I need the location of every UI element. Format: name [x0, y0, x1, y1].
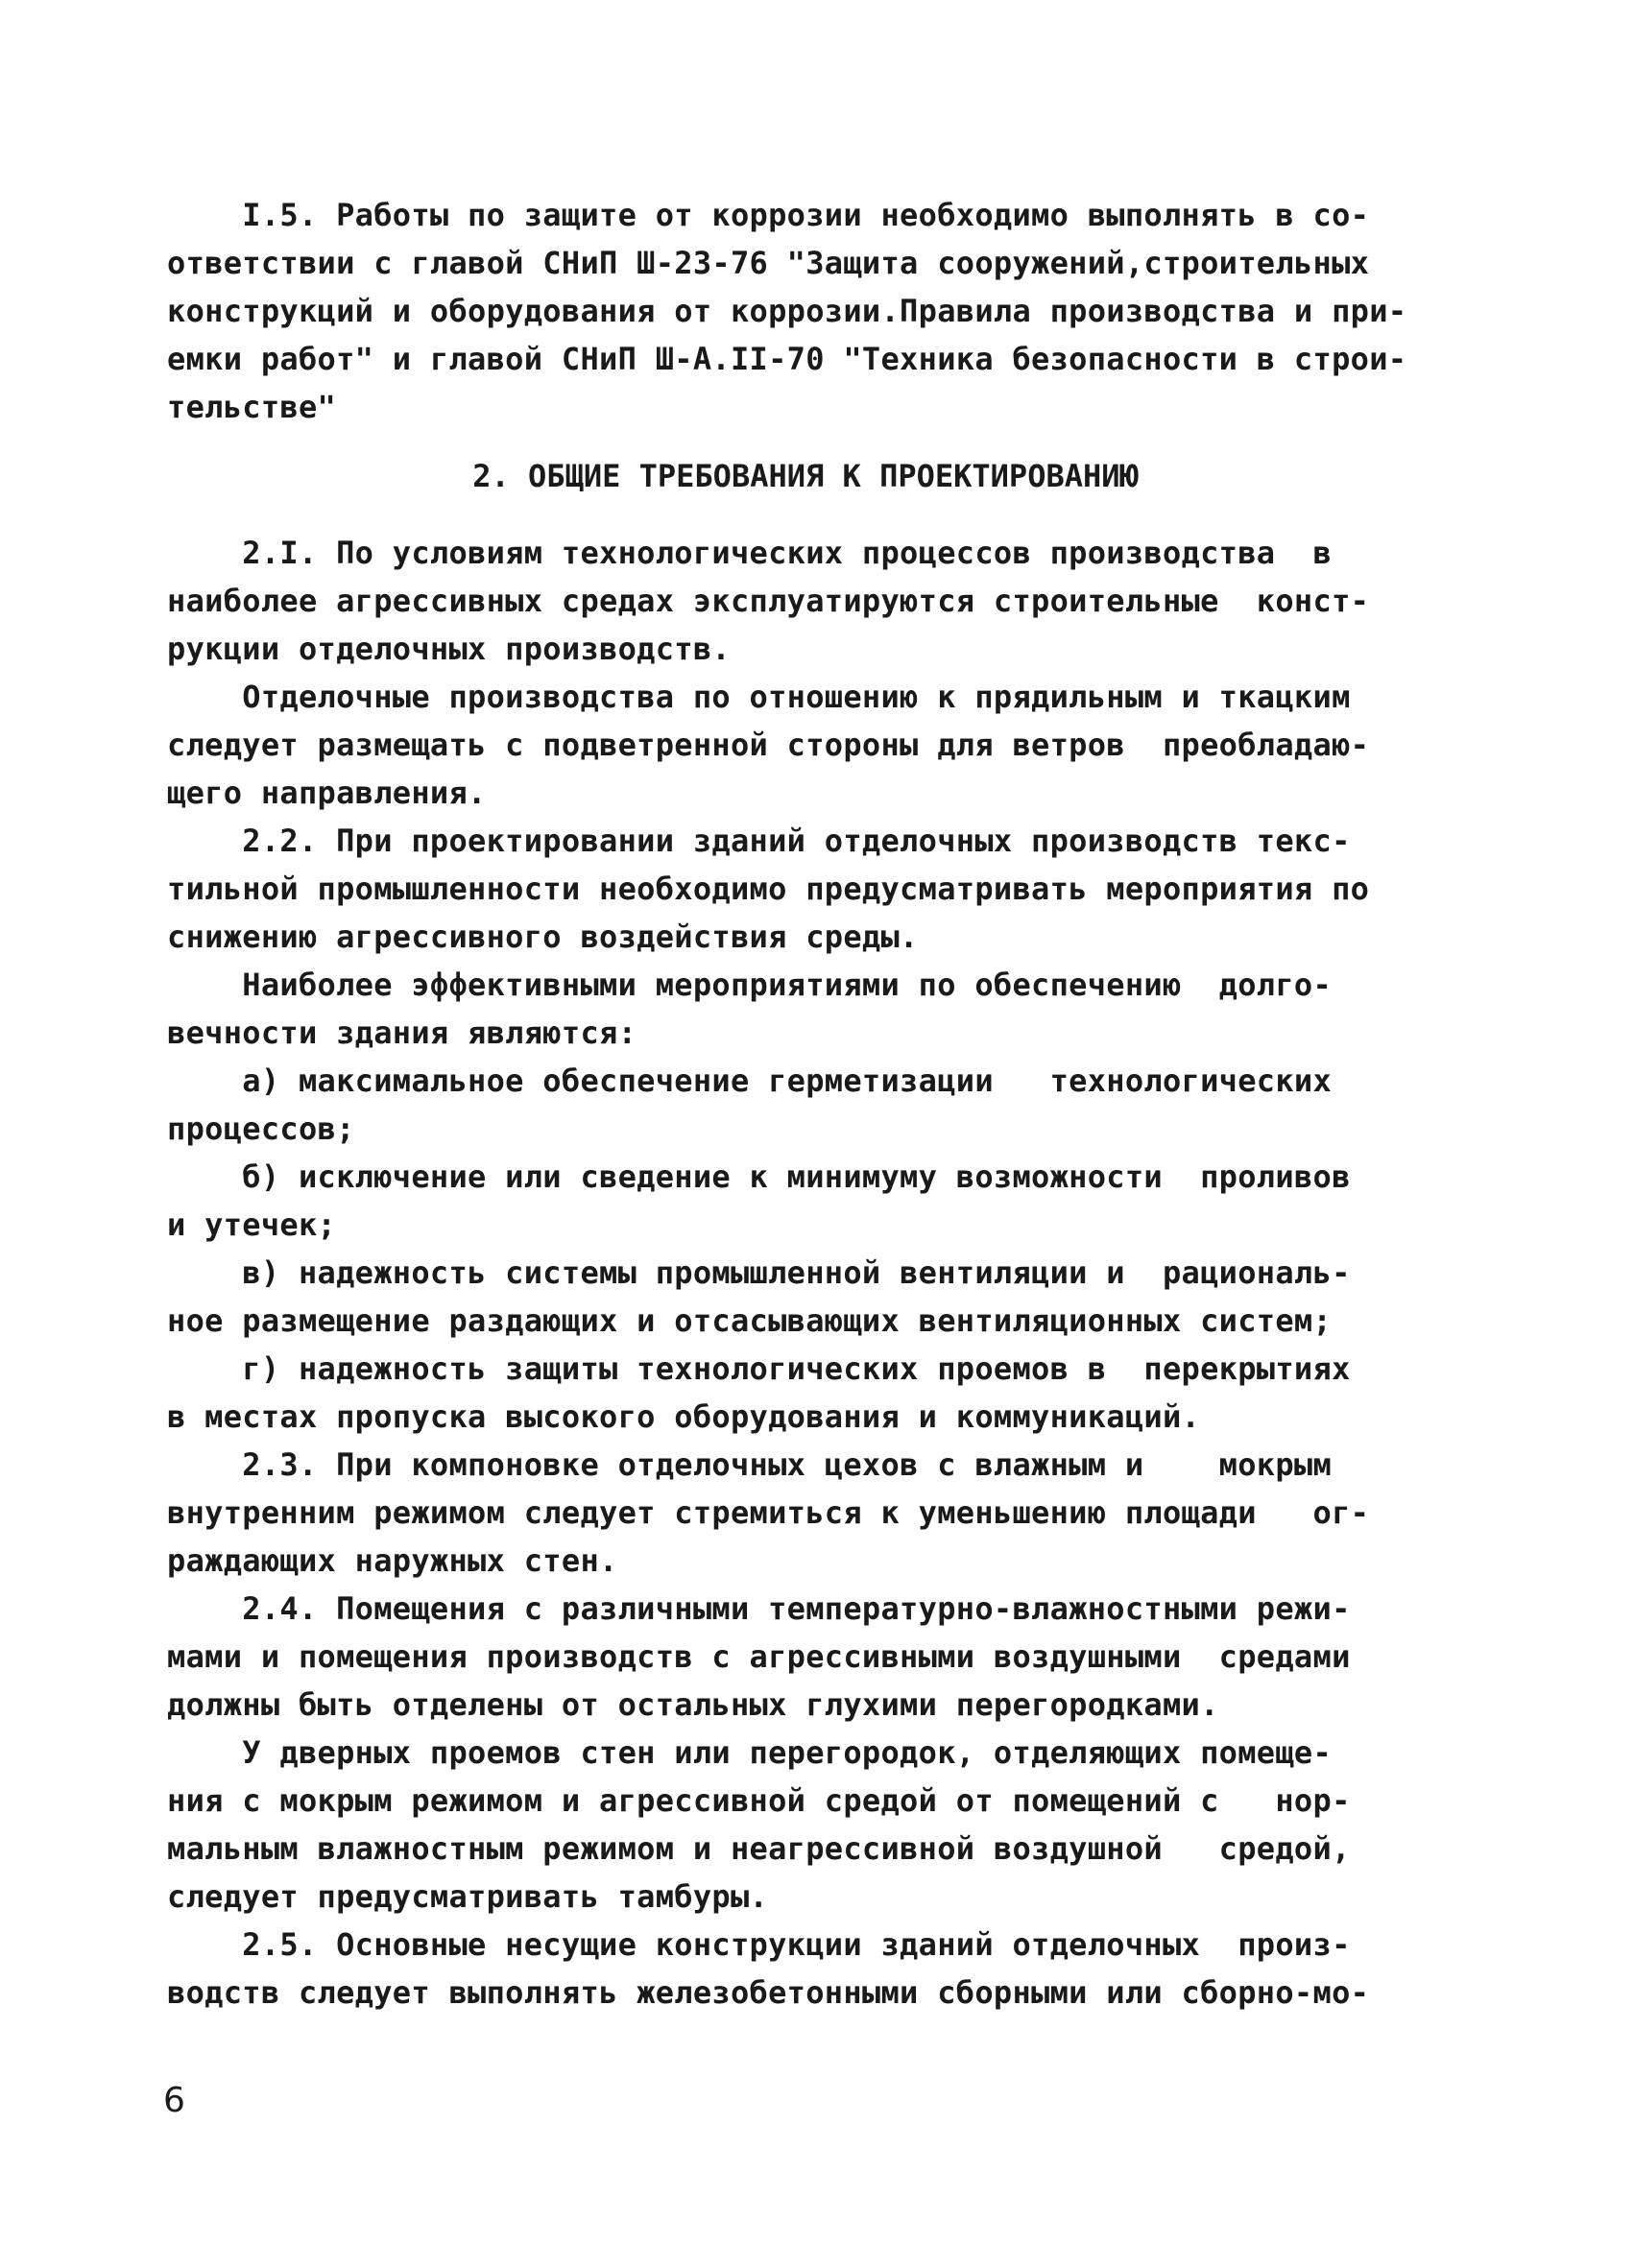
paragraph-line: в местах пропуска высокого оборудования и коммуникаций.	[167, 1398, 1201, 1435]
page-number: 6	[163, 2081, 185, 2120]
paragraph-line: рукции отделочных производств.	[167, 631, 731, 667]
paragraph-line: 2.І. По условиям технологических процессов производства в	[167, 535, 1333, 571]
paragraph-line: 2.3. При компоновке отделочных цехов с влажным и мокрым	[167, 1446, 1333, 1483]
paragraph-line: раждающих наружных стен.	[167, 1542, 618, 1579]
paragraph-line: тельстве"	[167, 389, 337, 425]
paragraph-line: У дверных проемов стен или перегородок, отделяющих помеще-	[167, 1734, 1333, 1771]
paragraph-line: и утечек;	[167, 1206, 337, 1243]
section-heading: 2. ОБЩИЕ ТРЕБОВАНИЯ К ПРОЕКТИРОВАНИЮ	[472, 458, 1139, 494]
paragraph-line: конструкций и оборудования от коррозии.Правила производства и при-	[167, 293, 1407, 329]
paragraph-line: г) надежность защиты технологических проемов в перекрытиях	[167, 1350, 1351, 1387]
paragraph-line: следует размещать с подветренной стороны для ветров преобладаю-	[167, 727, 1370, 763]
paragraph-line: 2.5. Основные несущие конструкции зданий отделочных произ-	[167, 1926, 1351, 1963]
paragraph-line: наиболее агрессивных средах эксплуатируются строительные конст-	[167, 583, 1370, 619]
paragraph-line: мами и помещения производств с агрессивными воздушными средами	[167, 1638, 1351, 1675]
paragraph-line: а) максимальное обеспечение герметизации технологических	[167, 1062, 1333, 1099]
paragraph-line: І.5. Работы по защите от коррозии необходимо выполнять в со-	[167, 197, 1370, 233]
paragraph-line: в) надежность системы промышленной вентиляции и рациональ-	[167, 1254, 1351, 1291]
paragraph-line: Отделочные производства по отношению к прядильным и ткацким	[167, 679, 1351, 715]
paragraph-line: ния с мокрым режимом и агрессивной средой от помещений с нор-	[167, 1782, 1351, 1819]
paragraph-line: 2.2. При проектировании зданий отделочных производств текс-	[167, 823, 1351, 859]
paragraph-line: щего направления.	[167, 775, 487, 811]
paragraph-line: емки работ" и главой СНиП Ш-А.ІІ-70 "Техника безопасности в строи-	[167, 341, 1407, 377]
paragraph-line: водств следует выполнять железобетонными сборными или сборно-мо-	[167, 1974, 1370, 2011]
paragraph-line: тильной промышленности необходимо предусматривать мероприятия по	[167, 871, 1370, 907]
paragraph-line: процессов;	[167, 1110, 355, 1147]
paragraph-line: мальным влажностным режимом и неагрессивной воздушной средой,	[167, 1830, 1351, 1867]
paragraph-line: ное размещение раздающих и отсасывающих вентиляционных систем;	[167, 1302, 1333, 1339]
paragraph-line: ответствии с главой СНиП Ш-23-76 "Защита сооружений,строительных	[167, 245, 1370, 281]
paragraph-line: должны быть отделены от остальных глухими перегородками.	[167, 1686, 1219, 1723]
paragraph-line: б) исключение или сведение к минимуму возможности проливов	[167, 1158, 1351, 1195]
paragraph-line: снижению агрессивного воздействия среды.	[167, 919, 919, 955]
paragraph-line: Наиболее эффективными мероприятиями по обеспечению долго-	[167, 967, 1333, 1003]
paragraph-line: внутренним режимом следует стремиться к уменьшению площади ог-	[167, 1494, 1370, 1531]
paragraph-line: 2.4. Помещения с различными температурно-влажностными режи-	[167, 1590, 1351, 1627]
paragraph-line: следует предусматривать тамбуры.	[167, 1878, 769, 1915]
paragraph-line: вечности здания являются:	[167, 1015, 637, 1051]
